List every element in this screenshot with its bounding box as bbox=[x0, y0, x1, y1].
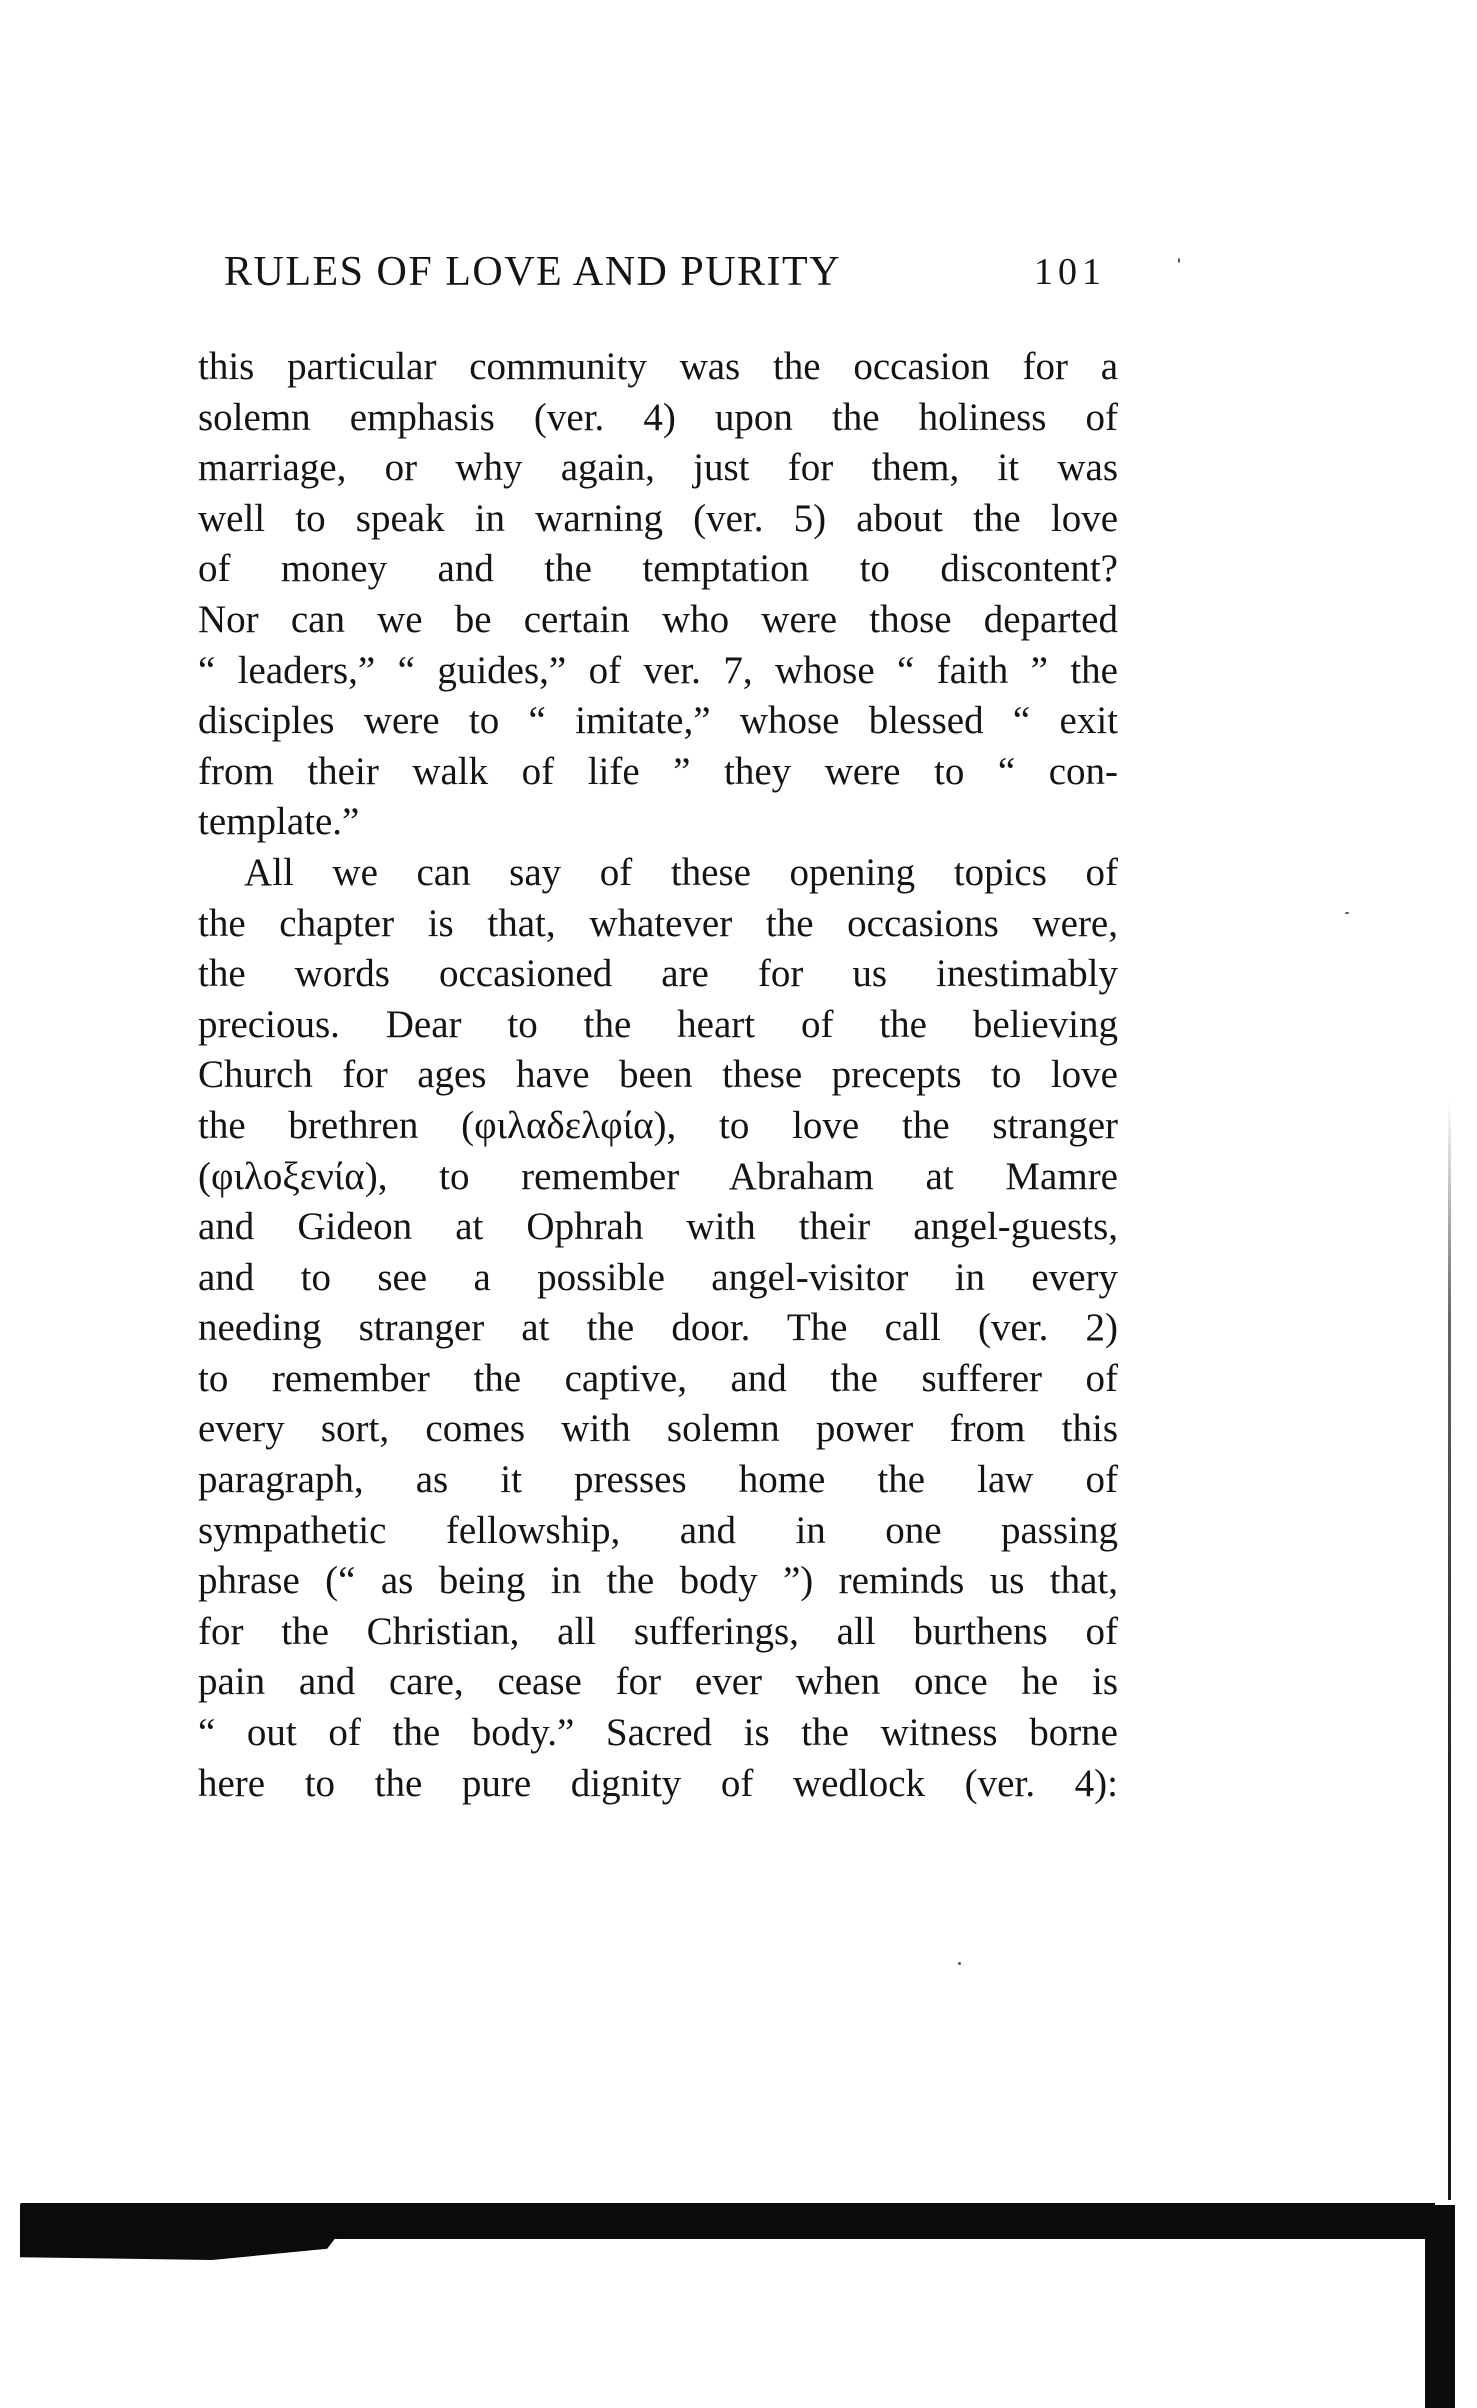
text-line: Church for ages have been these precepts to love bbox=[198, 1053, 1118, 1097]
page-header bbox=[224, 248, 1124, 308]
text-line: and Gideon at Ophrah with their angel-guests, bbox=[198, 1205, 1118, 1249]
body-text bbox=[198, 342, 1118, 1809]
text-line: solemn emphasis (ver. 4) upon the holiness of bbox=[198, 395, 1118, 439]
text-line: the chapter is that, whatever the occasions were, bbox=[198, 901, 1118, 945]
text-line: “ out of the body.” Sacred is the witness borne bbox=[198, 1711, 1118, 1755]
text-line: needing stranger at the door. The call (ver. 2) bbox=[198, 1306, 1118, 1350]
text-line: marriage, or why again, just for them, it was bbox=[198, 446, 1118, 490]
text-line: for the Christian, all sufferings, all burthens of bbox=[198, 1609, 1118, 1653]
scan-border-smudge bbox=[20, 2232, 340, 2260]
text-line: All we can say of these opening topics of bbox=[244, 850, 1118, 894]
text-line: precious. Dear to the heart of the believing bbox=[198, 1002, 1118, 1046]
text-line: here to the pure dignity of wedlock (ver. 4): bbox=[198, 1761, 1118, 1805]
running-title: RULES OF LOVE AND PURITY bbox=[224, 249, 842, 295]
text-line: disciples were to “ imitate,” whose blessed “ exit bbox=[198, 699, 1118, 743]
text-line: every sort, comes with solemn power from this bbox=[198, 1407, 1118, 1451]
text-line: pain and care, cease for ever when once he is bbox=[198, 1660, 1118, 1704]
scan-speck bbox=[958, 1962, 961, 1965]
page-number: 101 bbox=[1034, 251, 1106, 293]
text-line: to remember the captive, and the sufferer of bbox=[198, 1356, 1118, 1400]
text-line: Nor can we be certain who were those departed bbox=[198, 597, 1118, 641]
text-line: the brethren (φιλαδελφία), to love the stranger bbox=[198, 1103, 1118, 1147]
text-line: phrase (“ as being in the body ”) reminds us that, bbox=[198, 1559, 1118, 1603]
text-line: the words occasioned are for us inestimably bbox=[198, 952, 1118, 996]
text-line: sympathetic fellowship, and in one passing bbox=[198, 1508, 1118, 1552]
scan-speck bbox=[1178, 258, 1180, 263]
text-line: paragraph, as it presses home the law of bbox=[198, 1458, 1118, 1502]
scan-speck bbox=[1345, 912, 1349, 914]
text-line: this particular community was the occasion for a bbox=[198, 345, 1118, 388]
text-line: “ leaders,” “ guides,” of ver. 7, whose “ faith ” the bbox=[198, 648, 1118, 692]
text-line: well to speak in warning (ver. 5) about the love bbox=[198, 496, 1118, 540]
text-line: (φιλοξενία), to remember Abraham at Mamre bbox=[198, 1154, 1118, 1198]
text-line: template.” bbox=[198, 800, 360, 844]
scan-edge-bar bbox=[1425, 2205, 1455, 2408]
text-line: from their walk of life ” they were to “ con- bbox=[198, 749, 1118, 793]
text-line: of money and the temptation to discontent? bbox=[198, 547, 1118, 591]
scan-edge-shadow bbox=[1448, 1100, 1451, 2200]
text-line: and to see a possible angel-visitor in every bbox=[198, 1255, 1118, 1299]
